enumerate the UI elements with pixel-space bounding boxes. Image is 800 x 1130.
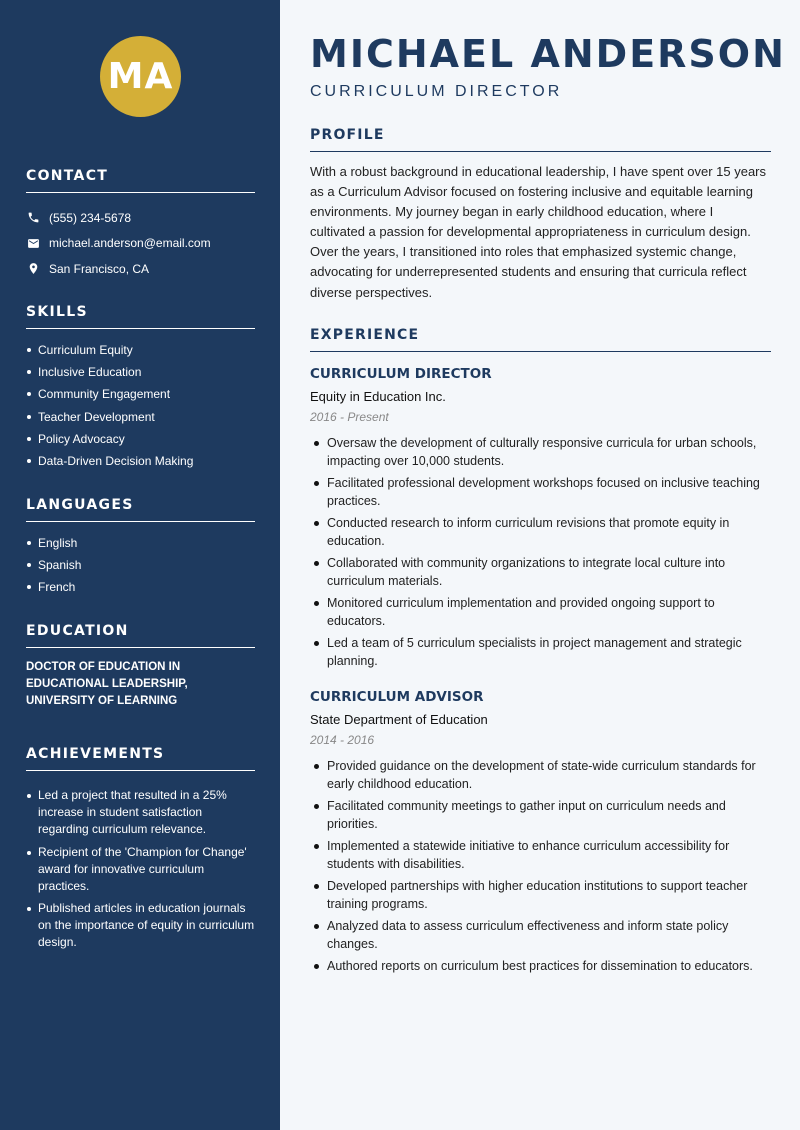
job-title-subtitle: CURRICULUM DIRECTOR [310,83,563,100]
achievements-section [26,746,255,957]
list-item: Facilitated professional development workshops focused on inclusive teaching practices. [310,474,771,510]
experience-heading: EXPERIENCE [310,327,771,352]
list-item: Conducted research to inform curriculum revisions that promote equity in education. [310,514,771,550]
list-item: Analyzed data to assess curriculum effectiveness and inform state policy changes. [310,917,771,953]
achievements-heading: ACHIEVEMENTS [26,746,255,771]
list-item: Curriculum Equity [26,339,255,361]
email-icon [26,236,40,250]
phone-icon [26,211,40,225]
page-title: MICHAEL ANDERSON [310,32,786,76]
skills-section [26,304,255,472]
achievements-list [26,787,255,951]
list-item: Oversaw the development of culturally responsive curricula for urban schools, impacting over 10,000 students. [310,434,771,470]
job-bullets [310,434,771,670]
contact-list [26,205,255,282]
list-item: Spanish [26,554,255,576]
job-title: CURRICULUM ADVISOR [310,689,484,705]
list-item: Community Engagement [26,383,255,405]
list-item: Implemented a statewide initiative to enhance curriculum accessibility for students with disabilities. [310,837,771,873]
list-item: Teacher Development [26,406,255,428]
profile-text: With a robust background in educational leadership, I have spent over 15 years as a Curriculum Advisor focused on fostering inclusive and equitable learning environments. My journey began in early childhood education, where I cultivated a passion for developmental appropriateness in curriculum design. Over the years, I transitioned into roles that emphasized systemic change, advocating for underrepresented students and ensuring that curricula reflect diverse perspectives. [310,164,766,300]
job-bullets [310,757,771,975]
list-item: Developed partnerships with higher education institutions to support teacher training programs. [310,877,771,913]
list-item: Provided guidance on the development of state-wide curriculum standards for early childhood education. [310,757,771,793]
list-item: English [26,532,255,554]
list-item: Monitored curriculum implementation and provided ongoing support to educators. [310,594,771,630]
job-dates: 2016 - Present [310,410,389,424]
contact-phone [26,205,255,231]
education-heading: EDUCATION [26,623,255,648]
experience-item [310,366,771,674]
job-title: CURRICULUM DIRECTOR [310,366,492,382]
contact-location [26,256,255,282]
list-item: Facilitated community meetings to gather input on curriculum needs and priorities. [310,797,771,833]
list-item: Inclusive Education [26,361,255,383]
job-company: State Department of Education [310,712,488,727]
languages-heading: LANGUAGES [26,497,255,522]
list-item: Data-Driven Decision Making [26,450,255,472]
skills-list [26,339,255,472]
list-item: Led a team of 5 curriculum specialists in project management and strategic planning. [310,634,771,670]
list-item: Authored reports on curriculum best practices for dissemination to educators. [310,957,771,975]
sidebar [0,0,280,1130]
contact-phone-text[interactable]: (555) 234-5678 [49,210,132,225]
contact-email-text[interactable]: michael.anderson@email.com [49,236,211,251]
list-item: French [26,576,255,598]
job-company: Equity in Education Inc. [310,389,446,404]
list-item: Led a project that resulted in a 25% increase in student satisfaction regarding curriculum relevance. [26,787,255,838]
avatar: MA [100,36,181,117]
list-item: Published articles in education journals on the importance of equity in curriculum design. [26,900,255,951]
education-section [26,623,255,710]
job-dates: 2014 - 2016 [310,733,375,747]
contact-location-text: San Francisco, CA [49,261,150,276]
skills-heading: SKILLS [26,304,255,329]
languages-list [26,532,255,599]
list-item: Collaborated with community organizations to integrate local culture into curriculum materials. [310,554,771,590]
location-pin-icon [26,262,40,276]
languages-section [26,497,255,599]
education-degree: DOCTOR OF EDUCATION IN EDUCATIONAL LEADERSHIP, UNIVERSITY OF LEARNING [26,661,188,707]
contact-email [26,231,255,257]
list-item: Policy Advocacy [26,428,255,450]
list-item: Recipient of the 'Champion for Change' award for innovative curriculum practices. [26,844,255,895]
contact-heading: CONTACT [26,168,255,193]
profile-heading: PROFILE [310,127,771,152]
experience-item [310,689,771,979]
contact-section [26,168,255,282]
